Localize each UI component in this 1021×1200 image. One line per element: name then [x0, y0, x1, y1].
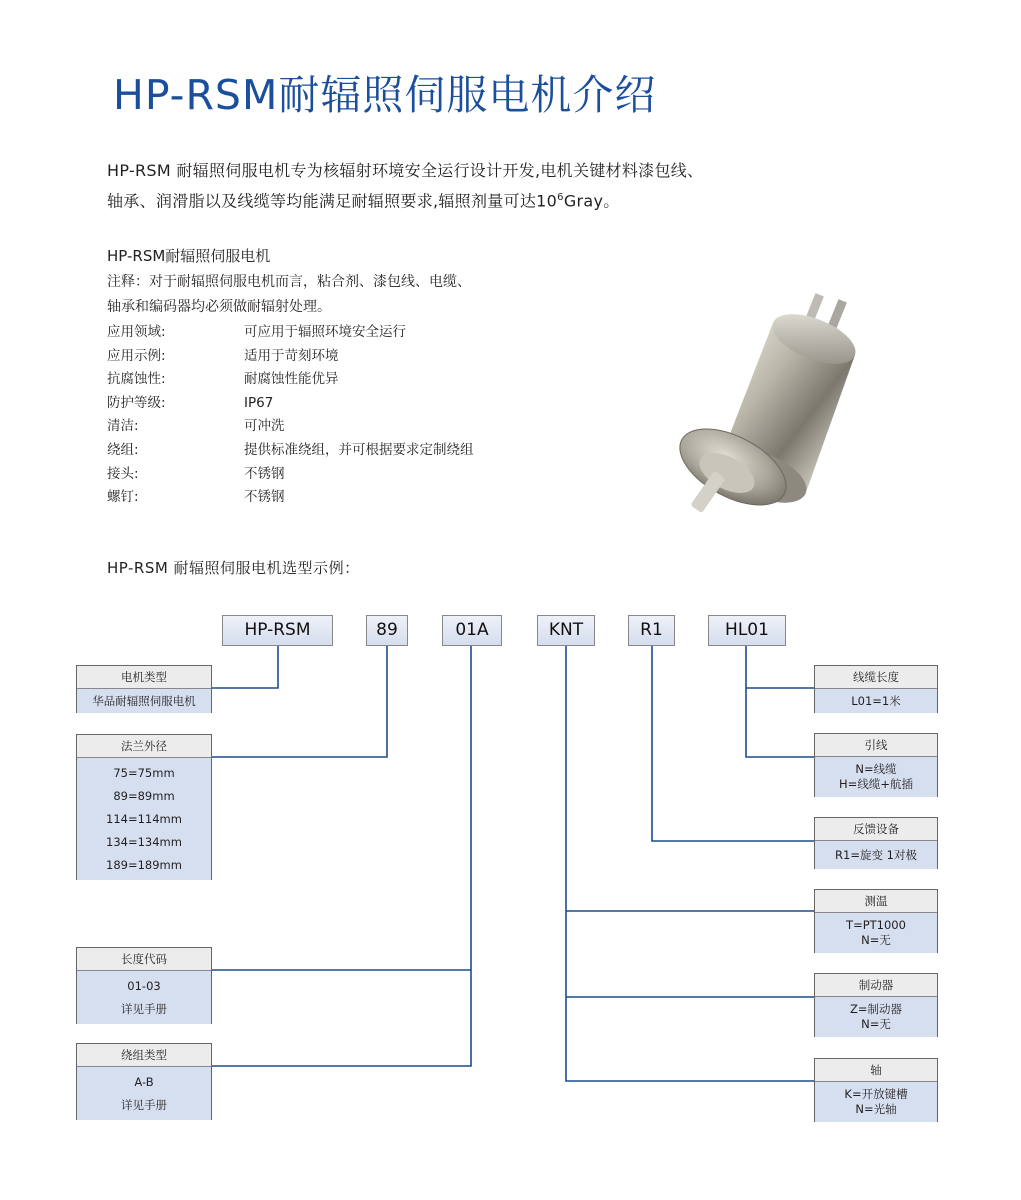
example-label: HP-RSM 耐辐照伺服电机选型示例：	[107, 559, 360, 577]
box-motor-type	[76, 665, 212, 713]
box-header: 测温	[815, 890, 937, 913]
spec-value: 提供标准绕组，并可根据要求定制绕组	[244, 441, 474, 458]
spec-value: 不锈钢	[244, 465, 285, 482]
spec-key: 抗腐蚀性:	[107, 371, 166, 388]
box-body	[815, 997, 937, 1037]
box-header: 电机类型	[77, 666, 211, 689]
box-value: Z=制动器	[849, 1002, 902, 1016]
box-value: N=无	[861, 933, 891, 947]
spec-key: 防护等级:	[107, 394, 166, 411]
box-cable-length	[814, 665, 938, 713]
box-value: 01-03	[127, 979, 161, 993]
box-value: 189=189mm	[106, 858, 182, 872]
box-feedback	[814, 817, 938, 869]
box-value: H=线缆+航插	[839, 777, 913, 791]
spec-value: IP67	[244, 394, 274, 411]
intro-line-2-text: 轴承、润滑脂以及线缆等均能满足耐辐照要求,辐照剂量可达10	[107, 191, 558, 211]
box-header: 引线	[815, 734, 937, 757]
line-lead	[746, 646, 814, 757]
box-body	[815, 913, 937, 953]
spec-key: 应用示例:	[107, 347, 166, 364]
spec-key: 接头:	[107, 465, 139, 482]
code-series: HP-RSM	[222, 615, 333, 646]
box-value: T=PT1000	[846, 918, 906, 932]
box-header: 反馈设备	[815, 818, 937, 841]
product-subtitle: HP-RSM耐辐照伺服电机	[107, 247, 271, 265]
intro-line-1: HP-RSM 耐辐照伺服电机专为核辐射环境安全运行设计开发,电机关键材料漆包线、	[107, 161, 704, 180]
box-header: 线缆长度	[815, 666, 937, 689]
box-body	[77, 689, 211, 713]
line-feedback	[652, 646, 814, 841]
box-body	[77, 1067, 211, 1120]
box-header: 绕组类型	[77, 1044, 211, 1067]
box-value: A-B	[134, 1075, 154, 1089]
box-body	[77, 971, 211, 1024]
box-shaft	[814, 1058, 938, 1122]
box-body	[815, 841, 937, 869]
box-body	[815, 757, 937, 797]
page-title: HP-RSM耐辐照伺服电机介绍	[113, 71, 657, 119]
box-value: N=无	[861, 1017, 891, 1031]
box-header: 长度代码	[77, 948, 211, 971]
spec-value: 耐腐蚀性能优异	[244, 371, 339, 388]
box-value: R1=旋变 1对极	[835, 848, 917, 862]
box-value: 89=89mm	[113, 789, 175, 803]
box-temp	[814, 889, 938, 953]
spec-key: 应用领域:	[107, 324, 166, 340]
note-line-2: 轴承和编码器均必须做耐辐射处理。	[107, 299, 331, 315]
box-length	[76, 947, 212, 1024]
line-flange	[212, 646, 387, 757]
exponent: 6	[557, 192, 564, 203]
box-value: 75=75mm	[113, 766, 175, 780]
box-value: L01=1米	[851, 694, 901, 708]
spec-value: 不锈钢	[244, 489, 285, 506]
code-cable: HL01	[708, 615, 786, 646]
box-lead	[814, 733, 938, 797]
spec-key: 清洁:	[107, 418, 139, 435]
box-body	[815, 1082, 937, 1122]
box-value: N=光轴	[855, 1102, 897, 1116]
box-winding	[76, 1043, 212, 1120]
box-value: 134=134mm	[106, 835, 182, 849]
box-header: 法兰外径	[77, 735, 211, 758]
code-options: KNT	[537, 615, 595, 646]
box-body	[77, 758, 211, 880]
line-shaft	[566, 646, 814, 1081]
box-header: 轴	[815, 1059, 937, 1082]
code-length-winding: 01A	[442, 615, 502, 646]
box-value: 详见手册	[121, 1002, 167, 1016]
spec-value: 适用于苛刻环境	[244, 347, 339, 364]
spec-value: 可应用于辐照环境安全运行	[244, 324, 406, 340]
box-value: 华品耐辐照伺服电机	[92, 694, 196, 708]
box-value: K=开放键槽	[844, 1087, 908, 1101]
line-winding	[212, 646, 471, 1066]
spec-key: 绕组:	[107, 441, 139, 458]
box-header: 制动器	[815, 974, 937, 997]
code-flange: 89	[366, 615, 408, 646]
intro-line-2-end: Gray。	[563, 191, 620, 211]
box-value: N=线缆	[855, 762, 897, 776]
box-flange	[76, 734, 212, 880]
spec-value: 可冲洗	[244, 418, 285, 435]
box-value: 114=114mm	[106, 812, 182, 826]
spec-key: 螺钉:	[107, 489, 139, 506]
box-brake	[814, 973, 938, 1037]
note-line-1: 注释：对于耐辐照伺服电机而言，粘合剂、漆包线、电缆、	[107, 274, 471, 290]
code-feedback: R1	[628, 615, 675, 646]
box-body	[815, 689, 937, 713]
line-motor-type	[212, 646, 278, 688]
box-value: 详见手册	[121, 1098, 167, 1112]
